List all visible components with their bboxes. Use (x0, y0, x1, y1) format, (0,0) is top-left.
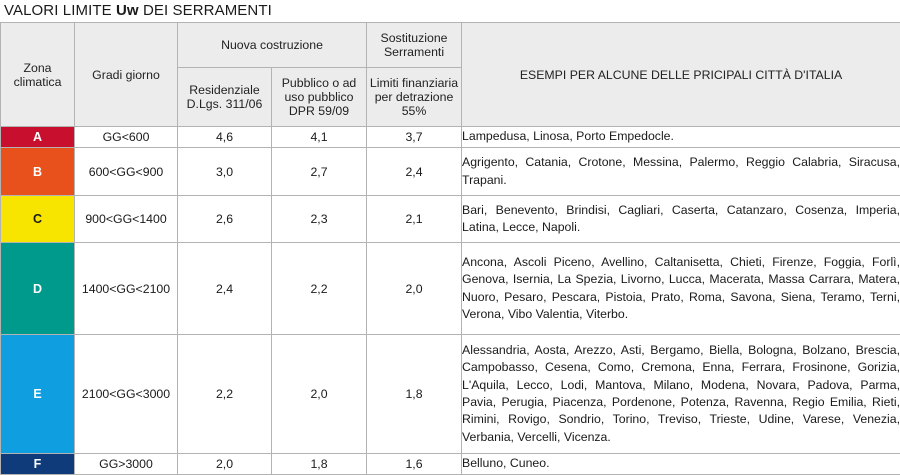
cities-cell: Belluno, Cuneo. (462, 454, 900, 475)
title-prefix: VALORI LIMITE (4, 2, 116, 19)
header-sostituzione-serramenti: Sostituzione Serramenti (367, 23, 462, 68)
pubblico-value: 2,0 (272, 335, 367, 454)
cities-cell: Lampedusa, Linosa, Porto Empedocle. (462, 127, 900, 148)
residenziale-value: 2,0 (178, 454, 272, 475)
title-uw: Uw (115, 2, 139, 19)
table-row (1, 454, 900, 475)
residenziale-value: 2,6 (178, 196, 272, 243)
zone-cell: A (1, 127, 75, 148)
gradi-giorno-cell: 600<GG<900 (75, 148, 178, 196)
header-pubblico: Pubblico o ad uso pubblico DPR 59/09 (272, 68, 367, 127)
zone-cell: C (1, 196, 75, 243)
residenziale-value: 2,2 (178, 335, 272, 454)
table-row (1, 148, 900, 196)
gradi-giorno-cell: 1400<GG<2100 (75, 243, 178, 335)
gradi-giorno-cell: GG<600 (75, 127, 178, 148)
limiti-value: 2,1 (367, 196, 462, 243)
pubblico-value: 2,2 (272, 243, 367, 335)
zone-cell: D (1, 243, 75, 335)
page-title (0, 0, 900, 22)
residenziale-value: 2,4 (178, 243, 272, 335)
limiti-value: 1,8 (367, 335, 462, 454)
gradi-giorno-cell: 900<GG<1400 (75, 196, 178, 243)
limiti-value: 2,4 (367, 148, 462, 196)
residenziale-value: 3,0 (178, 148, 272, 196)
header-esempi-citta: ESEMPI PER ALCUNE DELLE PRICIPALI CITTÀ D'ITALIA (462, 23, 900, 127)
title-suffix: DEI SERRAMENTI (138, 2, 272, 19)
table-row (1, 127, 900, 148)
cities-cell: Alessandria, Aosta, Arezzo, Asti, Bergamo, Biella, Bologna, Bolzano, Brescia, Campobasso, Cesena, Como, Cremona, Enna, Ferrara, Frosinone, Gorizia, L'Aquila, Lecco, Lodi, Mantova, Milano, Modena, Novara, Padova, Parma, Pavia, Perugia, Piacenza, Pordenone, Potenza, Ravenna, Regio Emilia, Rieti, Rimini, Rovigo, Sondrio, Torino, Treviso, Trieste, Udine, Varese, Venezia, Verbania, Vercelli, Vicenza. (462, 335, 900, 454)
header-gradi-giorno: Gradi giorno (75, 23, 178, 127)
uw-limits-table (0, 22, 900, 475)
cities-cell: Agrigento, Catania, Crotone, Messina, Palermo, Reggio Calabria, Siracusa, Trapani. (462, 148, 900, 196)
cities-cell: Ancona, Ascoli Piceno, Avellino, Caltanisetta, Chieti, Firenze, Foggia, Forlì, Genova, Isernia, La Spezia, Livorno, Lucca, Macerata, Massa Carrara, Matera, Nuoro, Pesaro, Pescara, Pistoia, Prato, Roma, Savona, Siena, Teramo, Terni, Verona, Vibo Valentia, Viterbo. (462, 243, 900, 335)
zone-cell: F (1, 454, 75, 475)
gradi-giorno-cell: 2100<GG<3000 (75, 335, 178, 454)
limiti-value: 1,6 (367, 454, 462, 475)
cities-cell: Bari, Benevento, Brindisi, Cagliari, Caserta, Catanzaro, Cosenza, Imperia, Latina, Lecce, Napoli. (462, 196, 900, 243)
header-residenziale: Residenziale D.Lgs. 311/06 (178, 68, 272, 127)
pubblico-value: 2,3 (272, 196, 367, 243)
header-limiti-finanziaria: Limiti finanziaria per detrazione 55% (367, 68, 462, 127)
zone-cell: E (1, 335, 75, 454)
header-zona-climatica: Zona climatica (1, 23, 75, 127)
header-nuova-costruzione: Nuova costruzione (178, 23, 367, 68)
pubblico-value: 1,8 (272, 454, 367, 475)
gradi-giorno-cell: GG>3000 (75, 454, 178, 475)
zone-cell: B (1, 148, 75, 196)
limiti-value: 3,7 (367, 127, 462, 148)
table-row (1, 196, 900, 243)
limiti-value: 2,0 (367, 243, 462, 335)
table-row (1, 335, 900, 454)
residenziale-value: 4,6 (178, 127, 272, 148)
pubblico-value: 4,1 (272, 127, 367, 148)
pubblico-value: 2,7 (272, 148, 367, 196)
table-row (1, 243, 900, 335)
